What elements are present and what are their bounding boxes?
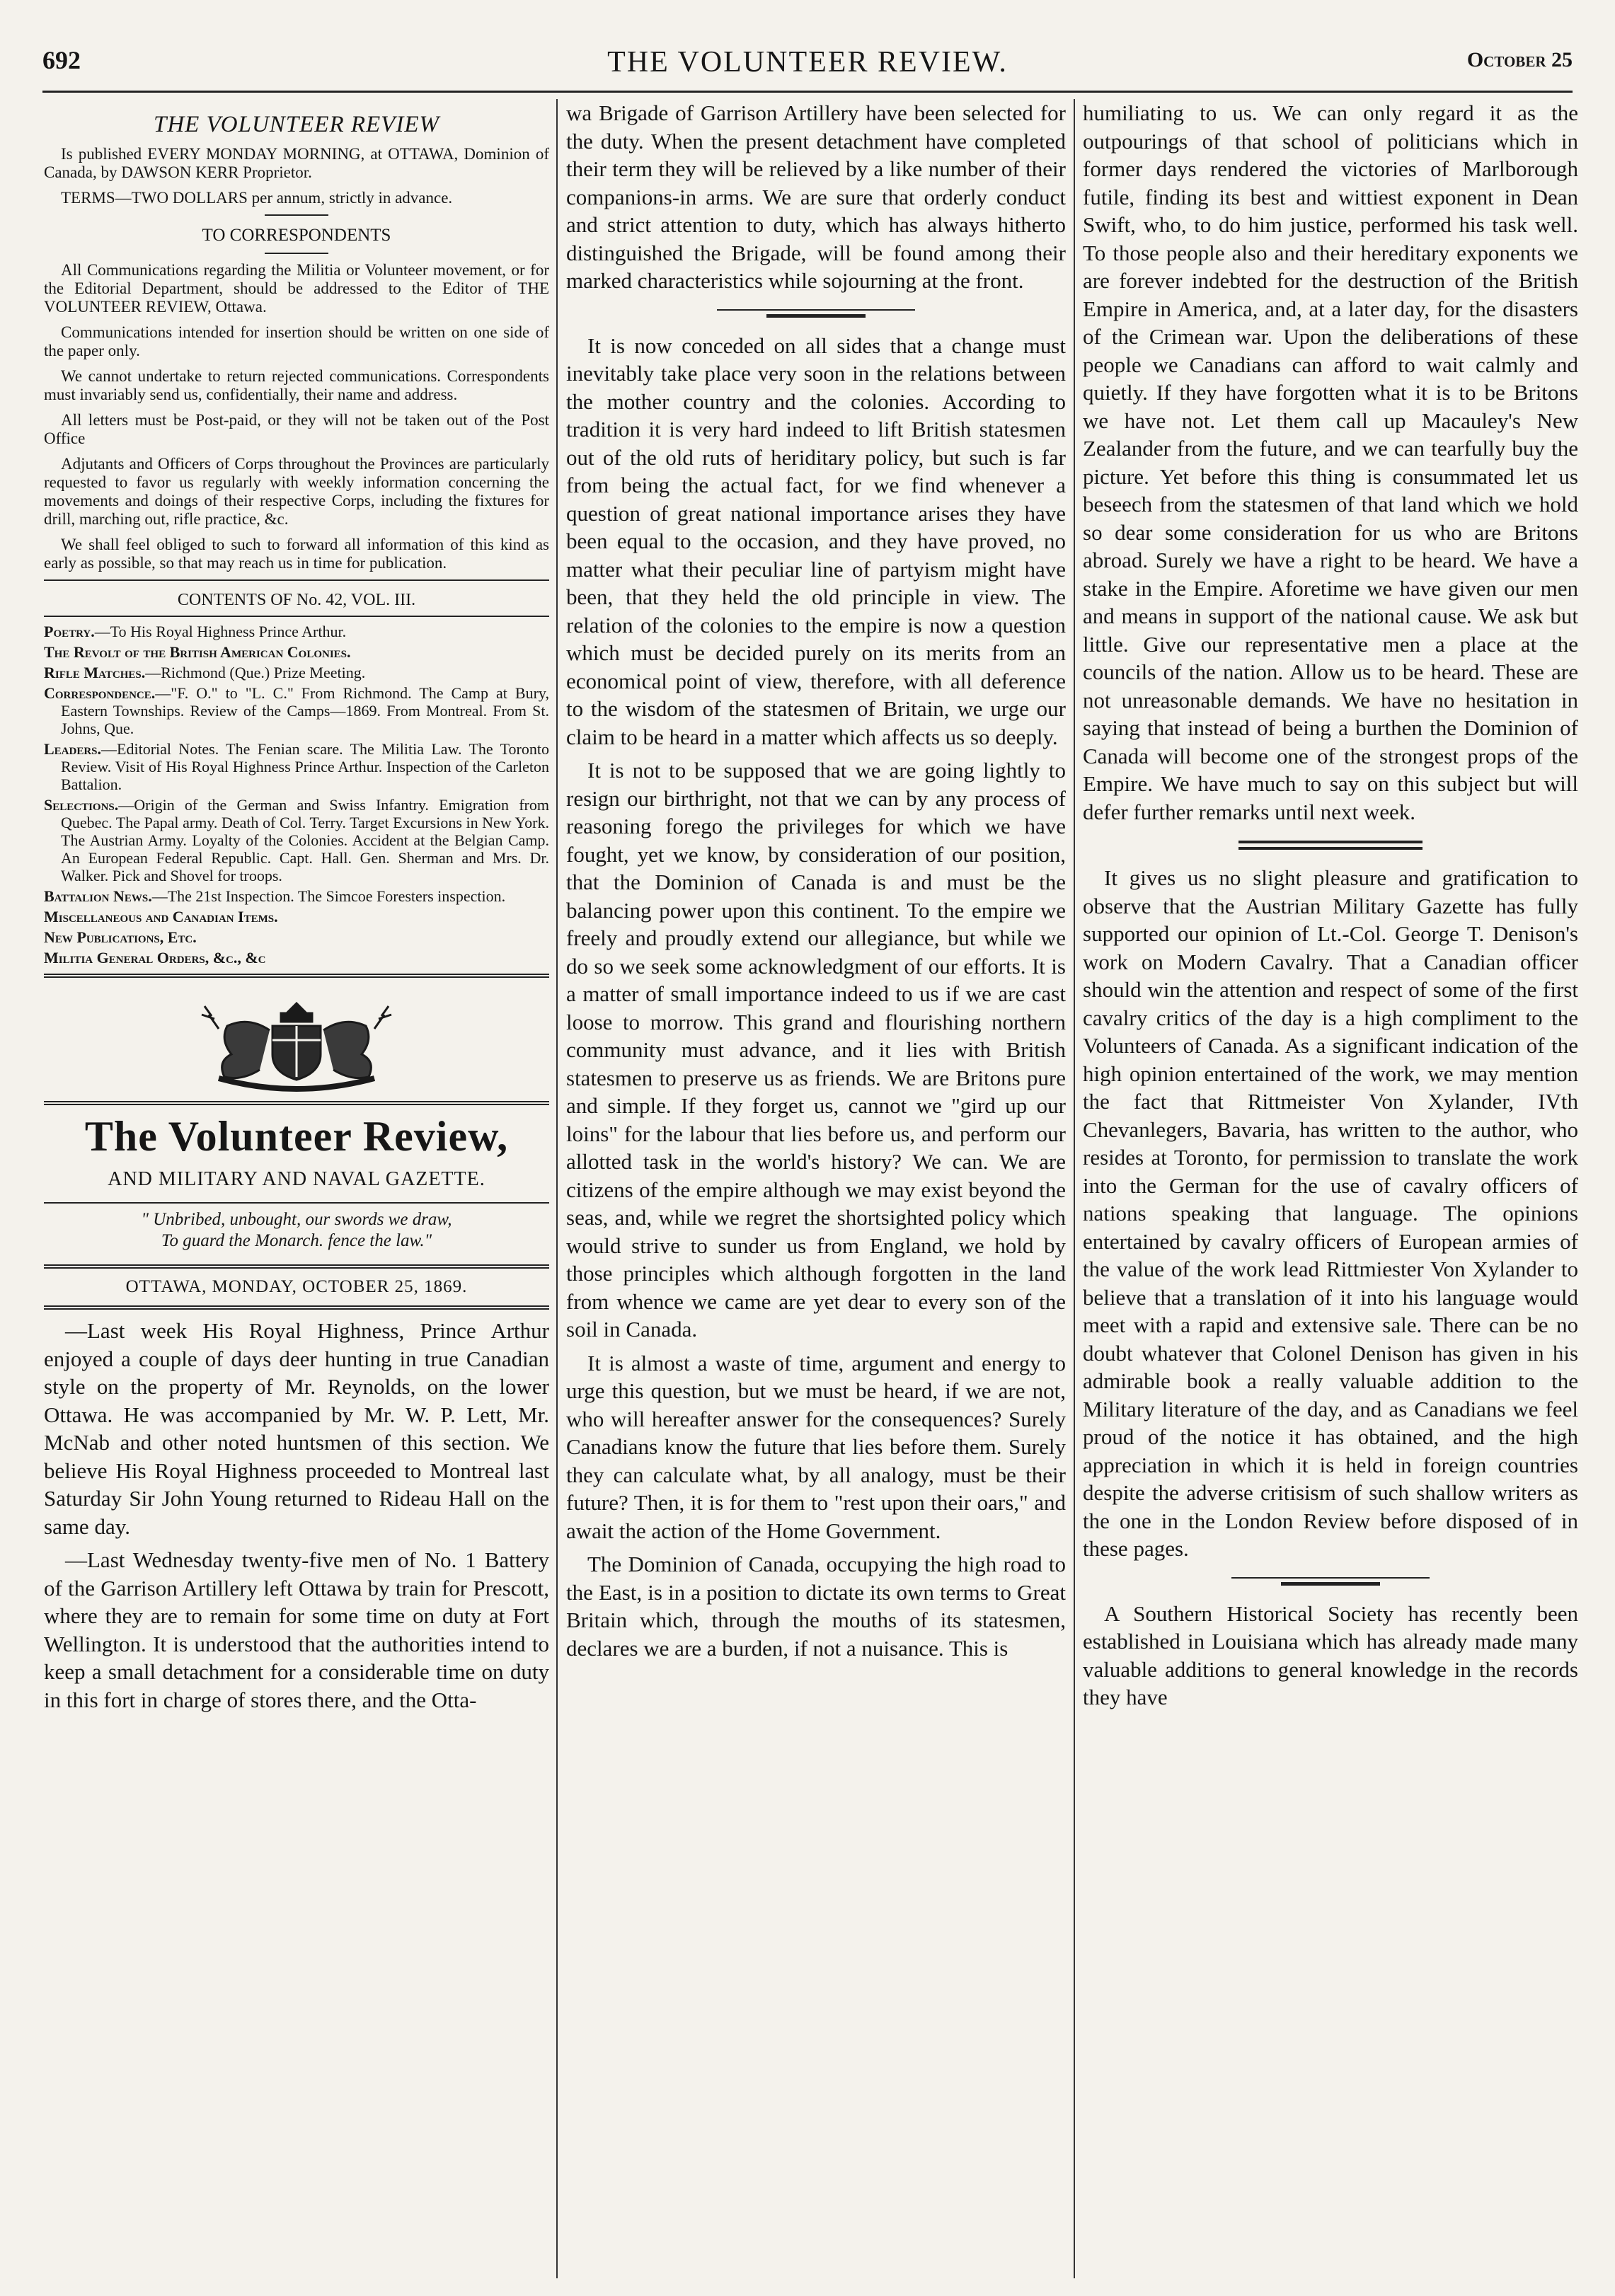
divider: [265, 253, 328, 254]
contents-label: Militia General Orders, &c., &c: [44, 949, 266, 967]
contents-entry: Correspondence.—"F. O." to "L. C." From Richmond. The Camp at Bury, Eastern Townships. Review of the Camps—1869. From Montreal. From St. Johns, Que.: [44, 684, 549, 737]
correspondents-paragraph: We cannot undertake to return rejected communications. Correspondents must invariably send us, confidentially, their name and address.: [44, 367, 549, 403]
correspondents-paragraph: All Communications regarding the Militia or Volunteer movement, or for the Editorial Department, should be addressed to the Editor of THE VOLUNTEER REVIEW, Ottawa.: [44, 261, 549, 316]
nameplate-title: The Volunteer Review,: [84, 1113, 509, 1160]
column-2: [566, 99, 1066, 1668]
contents-label: Correspondence.: [44, 684, 156, 702]
nameplate-subtitle: AND MILITARY AND NAVAL GAZETTE.: [108, 1168, 485, 1190]
contents-label: Rifle Matches.: [44, 664, 146, 681]
divider: [44, 1202, 549, 1204]
divider: [265, 214, 328, 216]
masthead-title: THE VOLUNTEER REVIEW: [154, 112, 439, 137]
column-3: [1083, 99, 1578, 1717]
running-date: October 25: [1466, 48, 1573, 71]
royal-arms-icon: [190, 988, 403, 1094]
header-rule: [42, 91, 1573, 93]
section-cut-rule: [717, 308, 915, 319]
contents-label: The Revolt of the British American Colonies.: [44, 643, 351, 661]
contents-entry: Leaders.—Editorial Notes. The Fenian scare. The Militia Law. The Toronto Review. Visit of His Royal Highness Prince Arthur. Inspection of the Carleton Battalion.: [44, 740, 549, 793]
dateline: OTTAWA, MONDAY, OCTOBER 25, 1869.: [125, 1277, 468, 1296]
contents-entry: [44, 908, 549, 925]
article-paragraph: —Last week His Royal Highness, Prince Arthur enjoyed a couple of days deer hunting in true Canadian style on the property of Mr. Reynolds, on the lower Ottawa. He was accompanied by Mr. W. P. Lett, Mr. McNab and other noted huntsmen of this section. We believe His Royal Highness proceeded to Montreal last Saturday Sir John Young returned to Rideau Hall on the same day.: [44, 1318, 549, 1539]
article-paragraph: It gives us no slight pleasure and gratification to observe that the Austrian Military Gazette has fully supported our opinion of Lt.-Col. George T. Denison's work on Modern Cavalry. That a Canadian officer should win the attention and respect of some of the first cavalry critics of the day is a high compliment to the Volunteers of Canada. As a significant indication of the high opinion entertained of the work, we may mention the fact that Rittmeister Von Xylander, IVth Chevanlegers, Bavaria, has written to the author, who resides at Toronto, for permission to translate the work into the German for the use of cavalry officers of nations speaking that language. The opinions entertained by cavalry officers of European armies of the value of the work lead Rittmiester Von Xylander to believe that a translation of it into his language would meet with a rapid and extensive sale. There can be no doubt whatever that Colonel Denison has given in his admirable book a really valuable addition to the Military literature of the day, and as Canadians we feel proud of the notice it has obtained, and the high appreciation in which it is held in foreign countries despite the adverse critisism of such shallow writers as the one in the London Review before disposed of in these pages.: [1083, 865, 1578, 1561]
contents-label: Leaders.: [44, 740, 102, 758]
contents-entry: [44, 949, 549, 967]
article-paragraph: A Southern Historical Society has recently been established in Louisiana which has already made many valuable additions to general knowledge in the records they have: [1083, 1600, 1578, 1709]
divider: [44, 1264, 549, 1269]
prospectus-published: Is published EVERY MONDAY MORNING, at OTTAWA, Dominion of Canada, by DAWSON KERR Proprietor.: [44, 145, 549, 181]
divider: [44, 1101, 549, 1105]
contents-label: Poetry.: [44, 623, 95, 640]
article-paragraph: humiliating to us. We can only regard it as the outpourings of that school of politicians which in former days rendered the victories of Marlborough futile, finding its best and wittiest exponent in Dean Swift, who, to do him justice, performed his task well. To those people also and their hereditary exponents we are forever indebted for the destruction of the British Empire in America, and, at a later day, for the disasters of the Crimean war. Upon the deliberations of these people we Canadians can afford to wait calmly and quietly. If they have forgotten what it is to be Britons we have not. Let them call up Macauley's New Zealander from the future, and we can tearfully buy the picture. Yet before this thing is consummated let us beseech from the statesmen of that land which we hold so dear some consideration for us who are Britons abroad. Surely we have a right to be heard. We have a stake in the Empire. Aforetime we have given our men and means in support of the national cause. We ask but little. Give our representative men a place at the councils of the nation. Allow us to be heard. These are not unreasonable demands. We have no hesitation in saying that instead of being a burthen the Dominion of Canada will become one of the strongest props of the Empire. We have much to say on this subject but will defer further remarks until next week.: [1083, 100, 1578, 824]
contents-entry: Battalion News.—The 21st Inspection. The Simcoe Foresters inspection.: [44, 887, 506, 905]
contents-entry: [44, 643, 549, 661]
divider: [44, 1305, 549, 1310]
correspondents-paragraph: We shall feel obliged to such to forward all information of this kind as early as possible, so that may reach us in time for publication.: [44, 536, 549, 572]
article-paragraph: —Last Wednesday twenty-five men of No. 1 Battery of the Garrison Artillery left Ottawa by train for Prescott, where they are to remain for some time on duty at Fort Wellington. It is understood that the authorities intend to keep a small detachment for a considerable time on duty in this fort in charge of stores there, and the Otta-: [44, 1547, 549, 1712]
contents-entry: [44, 928, 549, 946]
correspondents-heading: TO CORRESPONDENTS: [202, 226, 391, 245]
correspondents-paragraph: Adjutants and Officers of Corps throughout the Provinces are particularly requested to favor us regularly with weekly information concerning the movements and doings of their respective Corps, including the fixtures for drill, marching out, rifle practice, &c.: [44, 455, 549, 528]
column-divider: [556, 99, 558, 2278]
contents-label: Miscellaneous and Canadian Items.: [44, 908, 278, 925]
motto-line: " Unbribed, unbought, our swords we draw,: [141, 1210, 452, 1229]
prospectus-terms: TERMS—TWO DOLLARS per annum, strictly in advance.: [61, 189, 453, 207]
contents-label: New Publications, Etc.: [44, 928, 197, 946]
contents-entry: Rifle Matches.—Richmond (Que.) Prize Meeting.: [44, 664, 366, 681]
divider: [44, 579, 549, 581]
contents-list: [44, 623, 549, 967]
article-paragraph: It is not to be supposed that we are going lightly to resign our birthright, not that we can by any process of reasoning forego the privileges for which we have fought, yet we know, by consideration of our position, that the Dominion of Canada is and must be the balancing power upon this continent. To the empire we freely and proudly extend our allegiance, but while we do so we seek some acknowledgment of our efforts. It is a matter of small importance indeed to us if we are cast loose to morrow. This grand and flourishing northern community must advance, and it lies with British statesmen to preserve us as friends. We are Britons pure and simple. If they forget us, cannot we "gird up our loins" for the labour that lies before us, and perform our allotted task in the world's history? We can. We are citizens of the empire although we may exist beyond the seas, and, while we regret the shortsighted policy which would strive to sunder us from England, we hold by those principles which although forgotten in the land from whence we came are yet dear to every son of the soil in Canada.: [566, 758, 1066, 1342]
running-title: THE VOLUNTEER REVIEW.: [607, 46, 1008, 79]
motto-line: To guard the Monarch. fence the law.": [161, 1231, 432, 1250]
correspondents-paragraph: Communications intended for insertion should be written on one side of the paper only.: [44, 323, 549, 359]
contents-label: Battalion News.: [44, 887, 152, 905]
correspondents-paragraph: All letters must be Post-paid, or they will not be taken out of the Post Office: [44, 411, 549, 447]
contents-label: Selections.: [44, 796, 119, 814]
running-head: [0, 45, 1615, 85]
article-paragraph: The Dominion of Canada, occupying the high road to the East, is in a position to dictate its own terms to Great Britain which, through the mouths of its statesmen, declares we are a burden, if not a nuisance. This is: [566, 1552, 1066, 1661]
article-paragraph: It is almost a waste of time, argument and energy to urge this question, but we must be heard, if we are not, who will hereafter answer for the consequences? Surely Canadians know the future that lies before them. Surely they can calculate what, by all analogy, must be their future? Then, it is for them to "rest upon their oars," and await the action of the Home Government.: [566, 1350, 1066, 1543]
article-paragraph: wa Brigade of Garrison Artillery have been selected for the duty. When the present detachment have completed their term they will be relieved by a like number of their companions-in arms. We are sure that orderly conduct and strict attention to duty, which has always hitherto distinguished the Brigade, will be found among their marked characteristics while sojourning at the front.: [566, 100, 1066, 293]
page-number: 692: [42, 46, 81, 74]
divider: [44, 616, 549, 617]
contents-entry: Selections.—Origin of the German and Swiss Infantry. Emigration from Quebec. The Papal army. Death of Col. Terry. Target Excursions in New York. The Austrian Army. Loyalty of the Colonies. Accident at the Belgian Camp. An European Federal Republic. Capt. Hall. Gen. Sherman and Mrs. Dr. Walker. Pick and Shovel for troops.: [44, 796, 549, 884]
article-paragraph: It is now conceded on all sides that a change must inevitably take place very soon in the relations between the mother country and the colonies. According to tradition it is very hard indeed to lift British statesmen out of the old ruts of heriditary policy, but such is far from being the actual fact, for we find whenever a question of great national importance arises they have been equal to the occasion, and they have proved, no matter what their peculiar line of partyism might have been, that they held the old principle in view. The relation of the colonies to the empire is now a question which must be decided purely on its merits from an economical point of view, therefore, with all deference to the wisdom of the statesmen of Britain, we urge our claim to be heard in a matter which affects us so deeply.: [566, 333, 1066, 749]
column-1: [44, 99, 549, 1719]
contents-entry: Poetry.—To His Royal Highness Prince Arthur.: [44, 623, 347, 640]
section-cut-rule: [1231, 1576, 1430, 1587]
divider: [44, 974, 549, 978]
section-cut-rule: [1238, 838, 1423, 851]
column-divider: [1074, 99, 1075, 2278]
contents-heading: CONTENTS OF No. 42, VOL. III.: [177, 591, 416, 609]
motto: [44, 1209, 549, 1252]
